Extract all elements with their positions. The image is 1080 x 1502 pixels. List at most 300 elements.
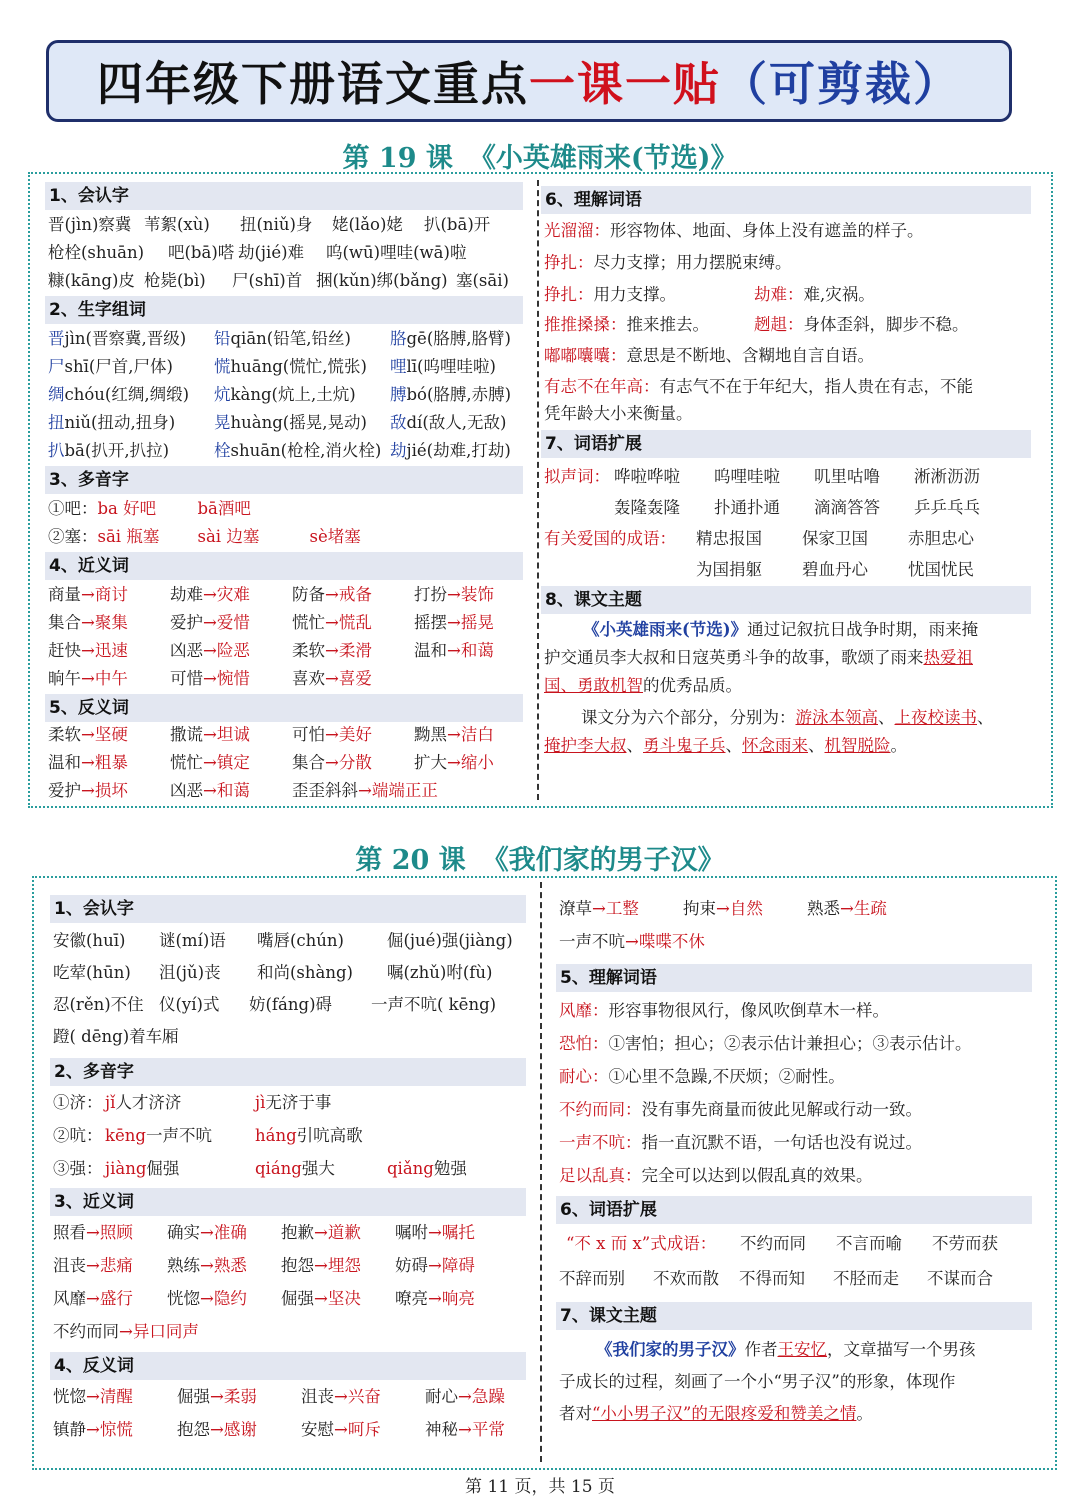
char-item: 吧(bā)嗒 <box>168 243 235 262</box>
meaning: 形容物体、地面、身体上没有遮盖的样子。 <box>610 221 924 240</box>
antonym-row <box>559 898 931 920</box>
meaning: 有志气不在于年纪大，指人贵在有志，不能 <box>659 377 973 396</box>
word-match: 坦诚 <box>216 725 250 744</box>
word-pair <box>170 668 292 690</box>
word-pair <box>53 1222 167 1244</box>
example: 倔强 <box>146 1159 180 1178</box>
definition <box>544 376 973 398</box>
word-group <box>48 328 214 350</box>
char-words: dí(敌人,无敌) <box>406 413 507 432</box>
antonym-row <box>48 752 536 774</box>
word-pair <box>48 724 170 746</box>
pinyin: jǐ <box>105 1093 116 1112</box>
section-heading: 7、词语扩展 <box>541 430 1031 458</box>
expansion-word: 碧血丹心 <box>802 560 868 579</box>
title-part2: 一课一贴 <box>529 57 721 111</box>
word-match: 熟悉 <box>213 1256 247 1275</box>
arrow-icon: → <box>200 1256 214 1275</box>
polyphone-row <box>48 498 310 520</box>
word: 慌忙 <box>292 613 325 632</box>
word-match: 端端正正 <box>371 781 438 800</box>
section-heading: 7、课文主题 <box>556 1302 1032 1330</box>
word-group <box>48 412 214 434</box>
meaning: 意思是不断地、含糊地自言自语。 <box>626 346 874 365</box>
term: 嘟嘟囔囔： <box>544 346 627 365</box>
expansion-word: 不胫而走 <box>833 1269 899 1288</box>
polyphone-row <box>53 1125 395 1147</box>
expansion-word: 叽里咕噜 <box>814 467 880 486</box>
word: 集合 <box>48 613 81 632</box>
word-group <box>390 440 530 462</box>
word: 妨碍 <box>395 1256 428 1275</box>
definition-row <box>544 345 874 367</box>
word-match: 和蔼 <box>460 641 494 660</box>
arrow-icon: → <box>86 1256 100 1275</box>
section-heading: 4、近义词 <box>45 552 523 580</box>
word-pair <box>395 1288 509 1310</box>
definition-row <box>559 1033 972 1055</box>
word: 爱护 <box>48 781 81 800</box>
definition <box>754 284 875 306</box>
expansion-word: 不欢而散 <box>653 1269 719 1288</box>
definition-row <box>559 1000 889 1022</box>
word-pair <box>395 1222 509 1244</box>
char: 绸 <box>48 385 65 404</box>
arrow-icon: → <box>428 1223 442 1242</box>
polyphone-head: ②吭： <box>53 1126 103 1145</box>
synonym-row <box>48 640 536 662</box>
arrow-icon: → <box>447 725 461 744</box>
word-pair <box>170 780 292 802</box>
word-match: 柔滑 <box>338 641 372 660</box>
char: 扭 <box>48 413 65 432</box>
polyphone-item <box>387 1158 527 1180</box>
term: 不约而同： <box>559 1100 642 1119</box>
word: 防备 <box>292 585 325 604</box>
theme-line <box>544 644 973 672</box>
char-item: 扒(bā)开 <box>424 215 491 234</box>
section-heading: 3、多音字 <box>45 466 523 494</box>
word-pair <box>170 724 292 746</box>
char-item: 劫(jié)难 <box>238 243 305 262</box>
char: 尸 <box>48 357 65 376</box>
section-heading: 1、会认字 <box>45 182 523 210</box>
term: 挣扎： <box>544 253 594 272</box>
word: 照看 <box>53 1223 86 1242</box>
theme-text: 、 <box>626 736 643 755</box>
char-item: 呜(wū)哩哇(wā)啦 <box>326 243 467 262</box>
section-heading: 2、生字组词 <box>45 296 523 324</box>
word-pair <box>48 668 170 690</box>
word: 风靡 <box>53 1289 86 1308</box>
section-heading: 1、会认字 <box>50 895 526 923</box>
char-row <box>48 214 504 236</box>
word-match: 险恶 <box>216 641 250 660</box>
word-pair <box>48 752 170 774</box>
polyphone-item: ba 好吧 <box>97 499 157 518</box>
word: 抱歉 <box>281 1223 314 1242</box>
word: 柔软 <box>292 641 325 660</box>
word-match: 惊慌 <box>99 1420 133 1439</box>
arrow-icon: → <box>203 641 217 660</box>
expansion-word: 为国捐躯 <box>696 560 762 579</box>
polyphone-item: sài 边塞 <box>197 527 260 546</box>
char-words: jié(劫难,打劫) <box>406 441 511 460</box>
definition-row <box>559 1132 922 1154</box>
theme-text: 国、勇敢机智 <box>544 676 643 695</box>
theme-text: 课文分为六个部分，分别为： <box>581 708 796 727</box>
theme-text: 通过记叙抗日战争时期，雨来掩 <box>747 620 979 639</box>
word-match: 异口同声 <box>132 1322 199 1341</box>
char-item: 尸(shī)首 <box>232 271 303 290</box>
word-pair <box>414 612 536 634</box>
char-item: 妨(fáng)碍 <box>249 995 333 1014</box>
arrow-icon: → <box>314 1256 328 1275</box>
pinyin: jì <box>255 1093 266 1112</box>
word-group <box>390 412 530 434</box>
char: 炕 <box>214 385 231 404</box>
word-match: 坚决 <box>327 1289 361 1308</box>
term: 恐怕： <box>559 1034 609 1053</box>
char-item: 和尚(shàng) <box>257 963 353 982</box>
char-item: 仪(yí)式 <box>159 995 220 1014</box>
char-item: 倔(jué)强(jiàng) <box>387 931 513 950</box>
word: 熟悉 <box>807 899 840 918</box>
arrow-icon: → <box>447 641 461 660</box>
expansion-word: 哗啦哗啦 <box>614 467 680 486</box>
section-heading: 3、近义词 <box>50 1188 526 1216</box>
word-pair <box>292 612 414 634</box>
arrow-icon: → <box>334 1387 348 1406</box>
term: 劫难： <box>754 285 804 304</box>
word-group <box>214 440 390 462</box>
expansion-row <box>544 528 1014 550</box>
meaning: 难,灾祸。 <box>803 285 875 304</box>
lesson20-name: 《我们家的男子汉》 <box>481 845 725 876</box>
definition-cont: 凭年龄大小来衡量。 <box>544 404 693 423</box>
word-match: 埋怨 <box>327 1256 361 1275</box>
theme-text: 热爱祖 <box>923 648 973 667</box>
polyphone-item <box>105 1125 255 1147</box>
word: 沮丧 <box>301 1387 334 1406</box>
theme-text: 护交通员李大叔和日寇英勇斗争的故事，歌颂了雨来 <box>544 648 924 667</box>
lesson19-divider <box>537 180 539 800</box>
word: 抱怨 <box>281 1256 314 1275</box>
word-pair <box>292 640 414 662</box>
expansion-word: 滴滴答答 <box>814 498 880 517</box>
word: 晌午 <box>48 669 81 688</box>
example: 人才济济 <box>115 1093 182 1112</box>
char-item: 嘱(zhǔ)咐(fù) <box>387 963 493 982</box>
arrow-icon: → <box>458 1387 472 1406</box>
term: 耐心： <box>559 1067 609 1086</box>
theme-text: 掩护李大叔 <box>544 736 627 755</box>
synonym-row <box>53 1321 199 1343</box>
word-group <box>214 328 390 350</box>
word: 歪歪斜斜 <box>292 781 358 800</box>
expansion-word: 不谋而合 <box>927 1269 993 1288</box>
word-group <box>48 356 214 378</box>
polyphone-row <box>53 1158 527 1180</box>
theme-text: 、 <box>808 736 825 755</box>
word-pair <box>53 1288 167 1310</box>
arrow-icon: → <box>325 585 339 604</box>
arrow-icon: → <box>325 669 339 688</box>
theme-line <box>559 1400 873 1428</box>
arrow-icon: → <box>81 585 95 604</box>
char: 哩 <box>390 357 407 376</box>
word: 赶快 <box>48 641 81 660</box>
word-pair <box>48 780 170 802</box>
theme-text: 的优秀品质。 <box>643 676 742 695</box>
arrow-icon: → <box>203 781 217 800</box>
expansion-row <box>696 559 1014 581</box>
theme-text: 、 <box>725 736 742 755</box>
polyphone-head: ③强： <box>53 1159 103 1178</box>
theme-text: ，文章描写一个男孩 <box>827 1340 976 1359</box>
word-match: 缩小 <box>460 753 494 772</box>
word: 温和 <box>48 753 81 772</box>
lesson19-name: 《小英雄雨来(节选)》 <box>468 143 738 174</box>
term: 光溜溜： <box>544 221 610 240</box>
char-words: shī(尸首,尸体) <box>64 357 173 376</box>
expansion-word: 保家卫国 <box>802 529 868 548</box>
word-match: 清醒 <box>99 1387 133 1406</box>
word-match: 摇晃 <box>460 613 494 632</box>
word-match: 平常 <box>471 1420 505 1439</box>
word-pair <box>414 752 536 774</box>
char-words: niǔ(扭动,扭身) <box>64 413 176 432</box>
arrow-icon: → <box>203 585 217 604</box>
word: 喜欢 <box>292 669 325 688</box>
example: 一声不吭 <box>145 1126 212 1145</box>
definition-row <box>559 1165 873 1187</box>
theme-line <box>596 1336 976 1364</box>
word-group <box>214 412 390 434</box>
char-words: gē(胳膊,胳臂) <box>406 329 511 348</box>
char-item: 扭(niǔ)身 <box>240 215 313 234</box>
char-item: 塞(sāi) <box>456 271 509 290</box>
polyphone-head: ①济： <box>53 1093 103 1112</box>
word-match: 戒备 <box>338 585 372 604</box>
word: 温和 <box>414 641 447 660</box>
word-match: 隐约 <box>213 1289 247 1308</box>
arrow-icon: → <box>203 753 217 772</box>
word: 黝黑 <box>414 725 447 744</box>
polyphone-head: ①吧： <box>48 499 98 518</box>
word: 摇摆 <box>414 613 447 632</box>
word-pair <box>53 1386 177 1408</box>
lesson19-number: 第 19 课 <box>342 143 453 174</box>
word-group-row <box>48 440 530 462</box>
word-match: 分散 <box>338 753 372 772</box>
word: 嘱咐 <box>395 1223 428 1242</box>
meaning: 形容事物很风行，像风吹倒草木一样。 <box>608 1001 889 1020</box>
polyphone-item <box>255 1125 395 1147</box>
char-item: 姥(lǎo)姥 <box>332 215 403 234</box>
word: 爱护 <box>170 613 203 632</box>
arrow-icon: → <box>81 725 95 744</box>
theme-text: 者对 <box>559 1404 592 1423</box>
synonym-row <box>53 1222 509 1244</box>
definition-row <box>544 252 792 274</box>
word: 耐心 <box>425 1387 458 1406</box>
word: 拘束 <box>683 899 716 918</box>
word-group-row <box>48 412 530 434</box>
char-item: 忍(rěn)不住 <box>53 995 144 1014</box>
word-pair <box>48 612 170 634</box>
term: 足以乱真： <box>559 1166 642 1185</box>
title-part3: （可剪裁） <box>721 57 961 111</box>
antonym-row <box>48 780 438 802</box>
expansion-label: 有关爱国的成语： <box>544 529 676 548</box>
word-match: 商讨 <box>94 585 128 604</box>
lesson20-number: 第 20 课 <box>355 845 466 876</box>
arrow-icon: → <box>86 1223 100 1242</box>
word-match: 盛行 <box>99 1289 133 1308</box>
word: 抱怨 <box>177 1420 210 1439</box>
word-pair <box>414 724 536 746</box>
word-match: 悲痛 <box>99 1256 133 1275</box>
word-match: 障碍 <box>441 1256 475 1275</box>
arrow-icon: → <box>81 753 95 772</box>
char-item: 蹬( dēng)着车厢 <box>53 1027 179 1046</box>
example: 勉强 <box>433 1159 467 1178</box>
word-match: 惋惜 <box>216 669 250 688</box>
arrow-icon: → <box>86 1289 100 1308</box>
word-pair <box>425 1386 549 1408</box>
word-pair <box>559 898 683 920</box>
pinyin: qiǎng <box>387 1159 434 1178</box>
expansion-word: 不约而同 <box>740 1234 806 1253</box>
synonym-row <box>48 612 536 634</box>
word-pair <box>170 612 292 634</box>
word-match: 响亮 <box>441 1289 475 1308</box>
arrow-icon: → <box>325 613 339 632</box>
word-group <box>48 440 214 462</box>
char-row <box>48 242 486 264</box>
theme-text: 作者 <box>744 1340 778 1359</box>
word-pair <box>167 1255 281 1277</box>
word-match: 慌乱 <box>338 613 372 632</box>
char: 栓 <box>214 441 231 460</box>
word-group <box>390 328 530 350</box>
expansion-label: “不 x 而 x”式成语： <box>566 1234 717 1253</box>
word-match: 喋喋不休 <box>638 932 705 951</box>
expansion-word: 忧国忧民 <box>908 560 974 579</box>
word: 可怕 <box>292 725 325 744</box>
char: 晋 <box>48 329 65 348</box>
word: 打扮 <box>414 585 447 604</box>
definition-row <box>559 1099 922 1121</box>
polyphone-item <box>255 1092 395 1114</box>
arrow-icon: → <box>210 1420 224 1439</box>
char-row <box>53 962 527 984</box>
antonym-row <box>53 1419 549 1441</box>
synonym-row <box>53 1255 509 1277</box>
definition-row <box>544 376 973 398</box>
char-item: 一声不吭( kēng) <box>371 995 497 1014</box>
word: 倔强 <box>281 1289 314 1308</box>
arrow-icon: → <box>428 1256 442 1275</box>
arrow-icon: → <box>428 1289 442 1308</box>
word-match: 和蔼 <box>216 781 250 800</box>
expansion-word: 不劳而获 <box>932 1234 998 1253</box>
term: 趔趄： <box>754 315 804 334</box>
word: 商量 <box>48 585 81 604</box>
char: 铅 <box>214 329 231 348</box>
word-match: 喜爱 <box>338 669 372 688</box>
theme-line <box>544 732 907 760</box>
char: 扒 <box>48 441 65 460</box>
section-heading: 8、课文主题 <box>541 586 1031 614</box>
char-words: jìn(晋察冀,晋级) <box>64 329 187 348</box>
word-match: 感谢 <box>223 1420 257 1439</box>
word: 撒谎 <box>170 725 203 744</box>
word-group-row <box>48 356 530 378</box>
definition-row <box>544 314 969 336</box>
example: 强大 <box>301 1159 335 1178</box>
word-pair <box>414 584 536 606</box>
term: 挣扎： <box>544 285 594 304</box>
word-pair <box>281 1288 395 1310</box>
word-pair <box>281 1222 395 1244</box>
meaning: 推来推去。 <box>626 315 709 334</box>
meaning: 指一直沉默不语，一句话也没有说过。 <box>641 1133 922 1152</box>
word: 恍惚 <box>167 1289 200 1308</box>
theme-text: 、 <box>878 708 895 727</box>
synonym-row <box>53 1288 509 1310</box>
theme-line <box>581 704 994 732</box>
section-heading: 5、理解词语 <box>556 964 1032 992</box>
theme-line <box>583 616 978 644</box>
expansion-word: 不言而喻 <box>836 1234 902 1253</box>
word: 一声不吭 <box>559 932 625 951</box>
theme-text: 。 <box>890 736 907 755</box>
arrow-icon: → <box>86 1420 100 1439</box>
arrow-icon: → <box>334 1420 348 1439</box>
page-footer: 第 11 页，共 15 页 <box>465 1477 615 1497</box>
word: 凶恶 <box>170 641 203 660</box>
theme-text: “小小男子汉”的无限疼爱和赞美之情 <box>592 1404 857 1423</box>
char-item: 枪栓(shuān) <box>48 243 145 262</box>
word-pair <box>281 1255 395 1277</box>
pinyin: háng <box>255 1126 297 1145</box>
char-item: 晋(jìn)察冀 <box>48 215 132 234</box>
arrow-icon: → <box>458 1420 472 1439</box>
theme-text: 游泳本领高 <box>795 708 878 727</box>
arrow-icon: → <box>200 1223 214 1242</box>
word-group <box>214 356 390 378</box>
expansion-label: 拟声词： <box>544 467 610 486</box>
word-match: 装饰 <box>460 585 494 604</box>
expansion-word: 不辞而别 <box>559 1269 625 1288</box>
word-group <box>390 384 530 406</box>
word-match: 美好 <box>338 725 372 744</box>
meaning: ①心里不急躁,不厌烦；②耐性。 <box>608 1067 845 1086</box>
definition <box>544 220 924 242</box>
char-item: 安徽(huī) <box>53 931 126 950</box>
word-match: 道歉 <box>327 1223 361 1242</box>
word: 倔强 <box>177 1387 210 1406</box>
word: 恍惚 <box>53 1387 86 1406</box>
char-words: chóu(红绸,绸缎) <box>64 385 190 404</box>
expansion-row <box>544 466 1014 488</box>
section-heading: 6、理解词语 <box>541 186 1031 214</box>
char-words: huàng(摇晃,晃动) <box>230 413 367 432</box>
char-row <box>53 930 527 952</box>
word-pair <box>170 640 292 662</box>
